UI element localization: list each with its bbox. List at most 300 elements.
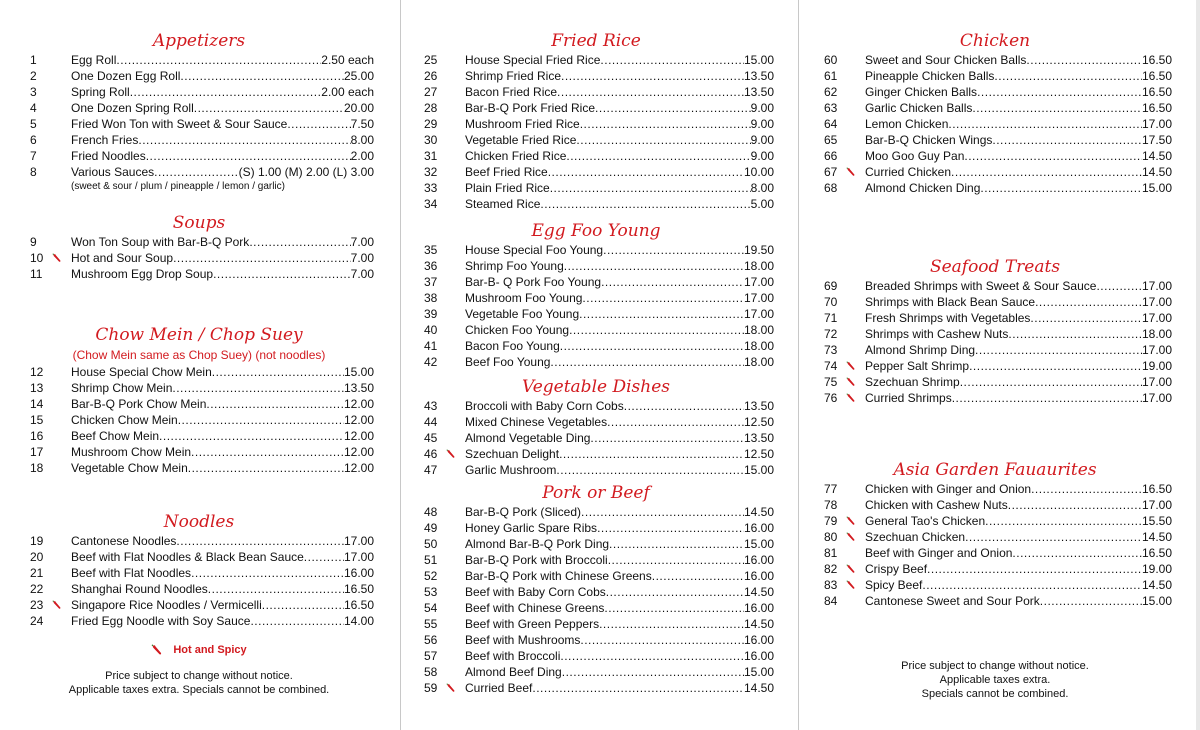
disclaimer-line: Specials cannot be combined. [921, 688, 1069, 700]
dot-leader [557, 84, 744, 100]
item-name: Ginger Chicken Balls [865, 85, 978, 99]
dot-leader [130, 84, 322, 100]
item-price: 19.00 [1141, 562, 1172, 576]
dot-leader [980, 180, 1142, 196]
item-price: 8.00 [350, 133, 374, 147]
dot-leader [176, 533, 344, 549]
menu-item [818, 164, 1172, 180]
menu-item [818, 577, 1172, 593]
item-number: 5 [30, 117, 37, 131]
item-number: 43 [424, 399, 438, 413]
item-number: 34 [424, 197, 438, 211]
item-number: 59 [424, 681, 438, 695]
dot-leader [550, 354, 744, 370]
item-name: Pepper Salt Shrimp [865, 359, 970, 373]
menu-column-3 [818, 0, 1172, 730]
menu-item [24, 412, 374, 428]
menu-item [24, 164, 374, 180]
item-number: 16 [30, 429, 44, 443]
item-price: 10.00 [743, 165, 774, 179]
menu-item [418, 446, 774, 462]
menu-item [818, 132, 1172, 148]
menu-item [24, 428, 374, 444]
item-number: 17 [30, 445, 44, 459]
menu-item [418, 52, 774, 68]
menu-item [418, 242, 774, 258]
section-vegetable-dishes [418, 376, 774, 478]
menu-item [24, 84, 374, 100]
item-number: 41 [424, 339, 438, 353]
section-fried-rice [418, 30, 774, 212]
chili-pepper-icon [846, 167, 856, 177]
section-seafood-treats [818, 256, 1172, 406]
item-number: 64 [824, 117, 838, 131]
section-appetizers [24, 30, 374, 194]
item-number: 23 [30, 598, 44, 612]
item-name: Szechuan Delight [465, 447, 560, 461]
item-name: Honey Garlic Spare Ribs [465, 521, 598, 535]
item-name: Crispy Beef [865, 562, 928, 576]
section-heading: Pork or Beef [542, 483, 650, 503]
dot-leader [559, 446, 744, 462]
item-name: Beef with Flat Noodles [71, 566, 192, 580]
item-name: Won Ton Soup with Bar-B-Q Pork [71, 235, 250, 249]
item-price: 9.00 [750, 133, 774, 147]
item-number: 1 [30, 53, 37, 67]
item-name: Almond Vegetable Ding [465, 431, 591, 445]
menu-item [818, 481, 1172, 497]
menu-item [24, 148, 374, 164]
menu-item [418, 274, 774, 290]
item-price: 16.50 [1141, 101, 1172, 115]
item-name: Beef Chow Mein [71, 429, 160, 443]
menu-item [418, 414, 774, 430]
dot-leader [960, 374, 1142, 390]
chili-pepper-icon [846, 377, 856, 387]
menu-item [24, 380, 374, 396]
item-number: 73 [824, 343, 838, 357]
menu-item [418, 664, 774, 680]
item-price: 16.50 [1141, 482, 1172, 496]
dot-leader [601, 274, 744, 290]
column-divider [400, 0, 401, 730]
column-divider [798, 0, 799, 730]
item-name: Vegetable Foo Young [465, 307, 580, 321]
item-number: 62 [824, 85, 838, 99]
item-name: Fried Won Ton with Sweet & Sour Sauce [71, 117, 288, 131]
dot-leader [213, 266, 351, 282]
item-number: 37 [424, 275, 438, 289]
dot-leader [951, 164, 1142, 180]
item-number: 75 [824, 375, 838, 389]
item-name: Beef with Flat Noodles & Black Bean Sauce [71, 550, 304, 564]
menu-item [418, 462, 774, 478]
item-name: Fresh Shrimps with Vegetables [865, 311, 1031, 325]
item-name: Beef with Chinese Greens [465, 601, 605, 615]
dot-leader [948, 116, 1142, 132]
item-price: 16.00 [743, 569, 774, 583]
item-price: 12.00 [343, 397, 374, 411]
item-price: 2.50 each [321, 53, 374, 67]
item-price: 15.00 [743, 665, 774, 679]
item-name: Almond Chicken Ding [865, 181, 981, 195]
dot-leader [1096, 278, 1142, 294]
item-price: 18.00 [743, 259, 774, 273]
item-number: 36 [424, 259, 438, 273]
item-price: 14.00 [343, 614, 374, 628]
dot-leader [927, 561, 1142, 577]
item-price: 18.00 [743, 355, 774, 369]
item-name: Fried Egg Noodle with Soy Sauce [71, 614, 251, 628]
item-number: 18 [30, 461, 44, 475]
dot-leader [304, 549, 344, 565]
section-pork-or-beef [418, 482, 774, 696]
menu-item [24, 100, 374, 116]
item-name: Lemon Chicken [865, 117, 949, 131]
item-name: Shrimp Fried Rice [465, 69, 562, 83]
item-number: 44 [424, 415, 438, 429]
item-number: 39 [424, 307, 438, 321]
item-number: 20 [30, 550, 44, 564]
chili-pepper-icon [846, 564, 856, 574]
item-name: Mushroom Egg Drop Soup [71, 267, 214, 281]
dot-leader [1031, 481, 1142, 497]
item-number: 10 [30, 251, 44, 265]
menu-item [818, 326, 1172, 342]
item-price: 13.50 [743, 85, 774, 99]
item-price: 12.50 [743, 447, 774, 461]
dot-leader [180, 68, 344, 84]
menu-item [418, 306, 774, 322]
item-number: 52 [424, 569, 438, 583]
item-number: 79 [824, 514, 838, 528]
item-price: 16.00 [343, 566, 374, 580]
dot-leader [172, 380, 344, 396]
item-name: Curried Chicken [865, 165, 952, 179]
item-price: 7.00 [350, 235, 374, 249]
item-name: Shrimps with Cashew Nuts [865, 327, 1009, 341]
item-number: 66 [824, 149, 838, 163]
menu-item [418, 648, 774, 664]
item-name: Beef with Mushrooms [465, 633, 581, 647]
menu-item [418, 504, 774, 520]
menu-item [418, 552, 774, 568]
item-price: 2.00 [350, 149, 374, 163]
item-name: Vegetable Fried Rice [465, 133, 577, 147]
menu-item [418, 322, 774, 338]
item-name: Singapore Rice Noodles / Vermicelli [71, 598, 262, 612]
menu-item [24, 565, 374, 581]
scrollbar[interactable] [1196, 0, 1200, 730]
section-egg-foo-young [418, 220, 774, 370]
item-name: Beef with Green Peppers [465, 617, 600, 631]
item-name: Mushroom Chow Mein [71, 445, 192, 459]
chili-pepper-icon [52, 253, 62, 263]
item-price: 17.00 [1141, 279, 1172, 293]
menu-item [818, 513, 1172, 529]
dot-leader [952, 390, 1142, 406]
item-name: Bacon Foo Young [465, 339, 560, 353]
menu-item [418, 632, 774, 648]
item-number: 58 [424, 665, 438, 679]
dot-leader [191, 444, 344, 460]
item-number: 48 [424, 505, 438, 519]
section-soups [24, 212, 374, 282]
menu-item [818, 390, 1172, 406]
item-name: House Special Fried Rice [465, 53, 601, 67]
item-price: 17.00 [743, 275, 774, 289]
dot-leader [994, 68, 1142, 84]
item-name: Plain Fried Rice [465, 181, 550, 195]
dot-leader [138, 132, 350, 148]
item-name: One Dozen Egg Roll [71, 69, 181, 83]
item-name: Hot and Sour Soup [71, 251, 174, 265]
item-number: 25 [424, 53, 438, 67]
menu-item [818, 374, 1172, 390]
item-price: 17.00 [343, 534, 374, 548]
dot-leader [582, 290, 744, 306]
item-name: Various Sauces [71, 165, 155, 179]
item-name: Garlic Chicken Balls [865, 101, 973, 115]
item-name: Shrimp Chow Mein [71, 381, 173, 395]
item-number: 42 [424, 355, 438, 369]
item-number: 57 [424, 649, 438, 663]
menu-item [418, 180, 774, 196]
item-price: 25.00 [343, 69, 374, 83]
disclaimer-line: Price subject to change without notice. [901, 660, 1089, 672]
dot-leader [550, 180, 751, 196]
chili-pepper-icon [446, 683, 456, 693]
menu-item [418, 68, 774, 84]
dot-leader [173, 250, 351, 266]
item-number: 8 [30, 165, 37, 179]
item-name: Spicy Beef [865, 578, 923, 592]
item-number: 53 [424, 585, 438, 599]
item-number: 9 [30, 235, 37, 249]
item-price: 16.00 [743, 521, 774, 535]
dot-leader [992, 132, 1142, 148]
item-name: French Fries [71, 133, 139, 147]
chili-pepper-icon [846, 580, 856, 590]
section-heading: Noodles [163, 512, 235, 532]
item-number: 27 [424, 85, 438, 99]
item-price: 7.50 [350, 117, 374, 131]
menu-item [418, 100, 774, 116]
menu-item [24, 250, 374, 266]
menu-item [418, 148, 774, 164]
dot-leader [188, 460, 344, 476]
menu-item [24, 460, 374, 476]
item-name: House Special Foo Young [465, 243, 604, 257]
item-name: Breaded Shrimps with Sweet & Sour Sauce [865, 279, 1097, 293]
item-name: Bar-B-Q Pork (Sliced) [465, 505, 582, 519]
menu-item [818, 529, 1172, 545]
menu-item [418, 258, 774, 274]
item-number: 60 [824, 53, 838, 67]
menu-item [818, 278, 1172, 294]
item-price: 18.00 [1141, 327, 1172, 341]
item-number: 80 [824, 530, 838, 544]
item-price: 16.00 [743, 633, 774, 647]
dot-leader [606, 584, 744, 600]
item-name: Chicken Chow Mein [71, 413, 178, 427]
item-price: 15.00 [1141, 181, 1172, 195]
item-price: 15.00 [343, 365, 374, 379]
menu-item [818, 148, 1172, 164]
menu-item [24, 132, 374, 148]
menu-item [418, 338, 774, 354]
menu-item [418, 84, 774, 100]
dot-leader [178, 412, 344, 428]
item-number: 49 [424, 521, 438, 535]
dot-leader [579, 306, 744, 322]
item-name: Cantonese Sweet and Sour Pork [865, 594, 1040, 608]
dot-leader [624, 398, 744, 414]
item-price: 17.00 [743, 307, 774, 321]
item-number: 61 [824, 69, 838, 83]
dot-leader [569, 322, 744, 338]
dot-leader [969, 358, 1142, 374]
dot-leader [599, 616, 744, 632]
menu-item [818, 52, 1172, 68]
dot-leader [581, 504, 744, 520]
item-name: Cantonese Noodles [71, 534, 177, 548]
dot-leader [146, 148, 351, 164]
chili-pepper-icon [151, 644, 163, 656]
chili-pepper-icon [52, 600, 62, 610]
item-number: 46 [424, 447, 438, 461]
item-name: Bar-B-Q Pork with Broccoli [465, 553, 608, 567]
dot-leader [116, 52, 321, 68]
item-number: 15 [30, 413, 44, 427]
item-number: 68 [824, 181, 838, 195]
menu-item [418, 398, 774, 414]
item-number: 55 [424, 617, 438, 631]
disclaimer-line: Applicable taxes extra. Specials cannot be combined. [68, 684, 330, 696]
dot-leader [600, 52, 744, 68]
item-name: Shrimp Foo Young [465, 259, 564, 273]
item-price: 17.00 [343, 550, 374, 564]
item-price: 16.50 [343, 598, 374, 612]
item-name: One Dozen Spring Roll [71, 101, 194, 115]
item-name: Chicken Foo Young [465, 323, 570, 337]
menu-item [418, 196, 774, 212]
item-name: Shanghai Round Noodles [71, 582, 208, 596]
chili-pepper-icon [846, 516, 856, 526]
section-heading: Fried Rice [551, 31, 641, 51]
dot-leader [652, 568, 744, 584]
menu-item [818, 180, 1172, 196]
item-number: 32 [424, 165, 438, 179]
item-name: Vegetable Chow Mein [71, 461, 188, 475]
item-number: 6 [30, 133, 37, 147]
menu-item [418, 536, 774, 552]
item-number: 47 [424, 463, 438, 477]
item-number: 78 [824, 498, 838, 512]
dot-leader [580, 116, 751, 132]
dot-leader [1012, 545, 1142, 561]
item-price: 14.50 [743, 585, 774, 599]
dot-leader [580, 632, 744, 648]
item-name: Curried Beef [465, 681, 533, 695]
item-name: Mushroom Fried Rice [465, 117, 580, 131]
item-name: Almond Bar-B-Q Pork Ding [465, 537, 610, 551]
item-number: 31 [424, 149, 438, 163]
item-name: Broccoli with Baby Corn Cobs [465, 399, 624, 413]
item-price: 12.00 [343, 461, 374, 475]
item-price: 15.00 [743, 53, 774, 67]
menu-item [24, 613, 374, 629]
item-name: Chicken with Ginger and Onion [865, 482, 1032, 496]
item-number: 24 [30, 614, 44, 628]
item-name: Mushroom Foo Young [465, 291, 583, 305]
dot-leader [564, 258, 744, 274]
item-price: 15.00 [1141, 594, 1172, 608]
item-name: Almond Beef Ding [465, 665, 562, 679]
disclaimer [818, 659, 1172, 701]
item-price: 8.00 [750, 181, 774, 195]
section-noodles [24, 511, 374, 629]
menu-item [24, 364, 374, 380]
item-price: 16.00 [743, 601, 774, 615]
item-price: 17.00 [1141, 375, 1172, 389]
dot-leader [250, 613, 344, 629]
item-number: 35 [424, 243, 438, 257]
menu-item [418, 430, 774, 446]
item-number: 21 [30, 566, 44, 580]
dot-leader [985, 513, 1142, 529]
section-heading: Soups [172, 213, 226, 233]
dot-leader [977, 84, 1142, 100]
item-name: Chicken Fried Rice [465, 149, 567, 163]
dot-leader [159, 428, 344, 444]
menu-item [818, 84, 1172, 100]
item-price: 14.50 [1141, 578, 1172, 592]
item-price: 14.50 [1141, 149, 1172, 163]
item-price: 12.50 [743, 415, 774, 429]
item-number: 40 [424, 323, 438, 337]
item-number: 63 [824, 101, 838, 115]
chili-pepper-icon [846, 393, 856, 403]
item-name: Shrimps with Black Bean Sauce [865, 295, 1036, 309]
item-price: 13.50 [343, 381, 374, 395]
menu-item [818, 593, 1172, 609]
item-price: 17.00 [743, 291, 774, 305]
dot-leader [532, 680, 744, 696]
dot-leader [590, 430, 744, 446]
item-price: 19.50 [743, 243, 774, 257]
menu-item [818, 310, 1172, 326]
item-name: Beef Foo Young [465, 355, 551, 369]
item-price: 2.00 each [321, 85, 374, 99]
item-name: Bar-B-Q Chicken Wings [865, 133, 993, 147]
menu-item [24, 234, 374, 250]
item-number: 2 [30, 69, 37, 83]
section-chicken [818, 30, 1172, 196]
item-number: 38 [424, 291, 438, 305]
item-name: Bar-B-Q Pork Fried Rice [465, 101, 596, 115]
item-name: Beef with Baby Corn Cobs [465, 585, 606, 599]
item-number: 29 [424, 117, 438, 131]
menu-item [818, 68, 1172, 84]
dot-leader [975, 342, 1142, 358]
menu-item [818, 100, 1172, 116]
item-price: 16.50 [1141, 546, 1172, 560]
dot-leader [972, 100, 1142, 116]
item-number: 54 [424, 601, 438, 615]
item-price: 14.50 [743, 681, 774, 695]
dot-leader [560, 648, 744, 664]
